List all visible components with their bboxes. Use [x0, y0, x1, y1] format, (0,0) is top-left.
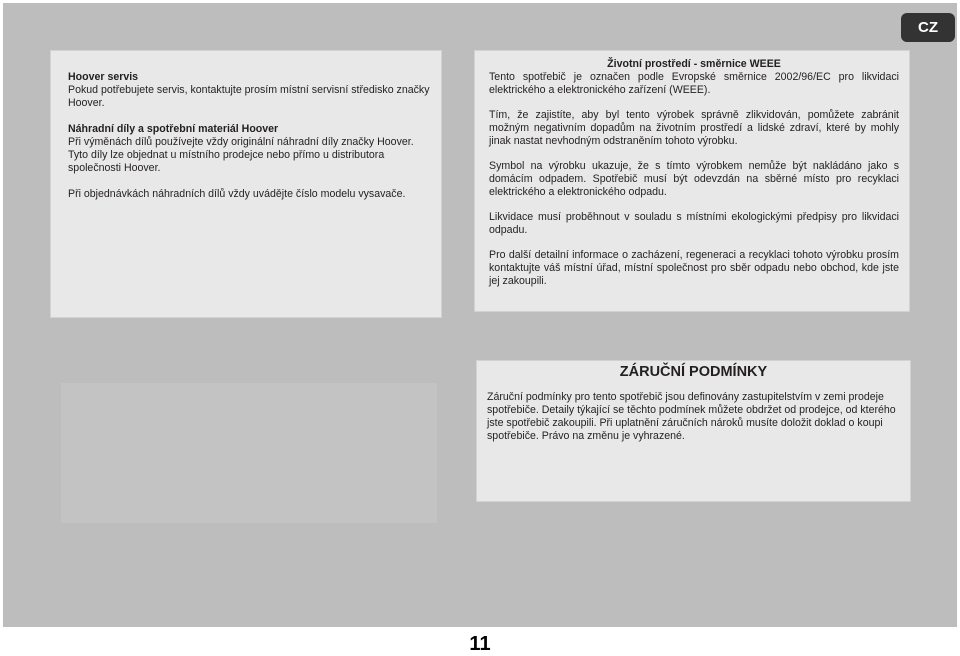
service-intro-paragraph [68, 71, 430, 110]
weee-paragraph-1: Tento spotřebič je označen podle Evropské směrnice 2002/96/EC pro likvidaci elektrického a elektronického zařízení (WEEE). [489, 71, 899, 96]
weee-first-paragraph [489, 58, 899, 97]
spare-parts-heading: Náhradní díly a spotřební materiál Hoover [68, 123, 279, 135]
weee-paragraph-4: Likvidace musí proběhnout v souladu s místními ekologickými předpisy pro likvidaci odpadu. [489, 211, 899, 236]
warranty-panel [477, 361, 910, 501]
service-text [68, 71, 430, 214]
language-badge: CZ [901, 13, 955, 42]
warranty-title: ZÁRUČNÍ PODMÍNKY [619, 364, 768, 380]
weee-text [489, 58, 899, 300]
blank-panel [61, 383, 437, 523]
service-intro: Pokud potřebujete servis, kontaktujte prosím místní servisní středisko značky Hoover. [68, 84, 430, 109]
weee-panel [475, 51, 909, 311]
warranty-paragraph: Záruční podmínky pro tento spotřebič jsou definovány zastupitelstvím v zemi prodeje spotřebiče. Detaily týkající se těchto podmínek můžete obdržet od prodejce, od kterého jste spotřebič zakoupili. Při uplatnění záručních nároků musíte doložit doklad o koupi spotřebiče. Právo na změnu je vyhrazené. [487, 391, 896, 442]
weee-paragraph-2: Tím, že zajistíte, aby byl tento výrobek správně zlikvidován, pomůžete zabránit možným negativním dopadům na životním prostředí a lidské zdraví, které by mohly jinak nastat nevhodným odstraněním tohoto výrobku. [489, 109, 899, 147]
page-background [3, 3, 957, 627]
service-panel [51, 51, 441, 317]
service-heading: Hoover servis [68, 71, 139, 83]
order-note: Při objednávkách náhradních dílů vždy uvádějte číslo modelu vysavače. [68, 188, 406, 200]
spare-parts-text: Při výměnách dílů používejte vždy originální náhradní díly značky Hoover. Tyto díly lze objednat u místního prodejce nebo přímo u distributora společnosti Hoover. [68, 136, 414, 174]
weee-title: Životní prostředí - směrnice WEEE [607, 58, 781, 70]
spare-parts-paragraph [68, 123, 430, 175]
page-number: 11 [469, 633, 491, 655]
weee-paragraph-3: Symbol na výrobku ukazuje, že s tímto výrobkem nemůže být nakládáno jako s domácím odpadem. Spotřebič musí být odevzdán na sběrné místo pro recyklaci elektrického a elektronického odpadu. [489, 160, 899, 198]
warranty-text [487, 391, 897, 443]
weee-paragraph-5: Pro další detailní informace o zacházení, regeneraci a recyklaci tohoto výrobku prosím kontaktujte váš místní úřad, místní společnost pro sběr odpadu nebo obchod, kde jste jej zakoupili. [489, 249, 899, 287]
